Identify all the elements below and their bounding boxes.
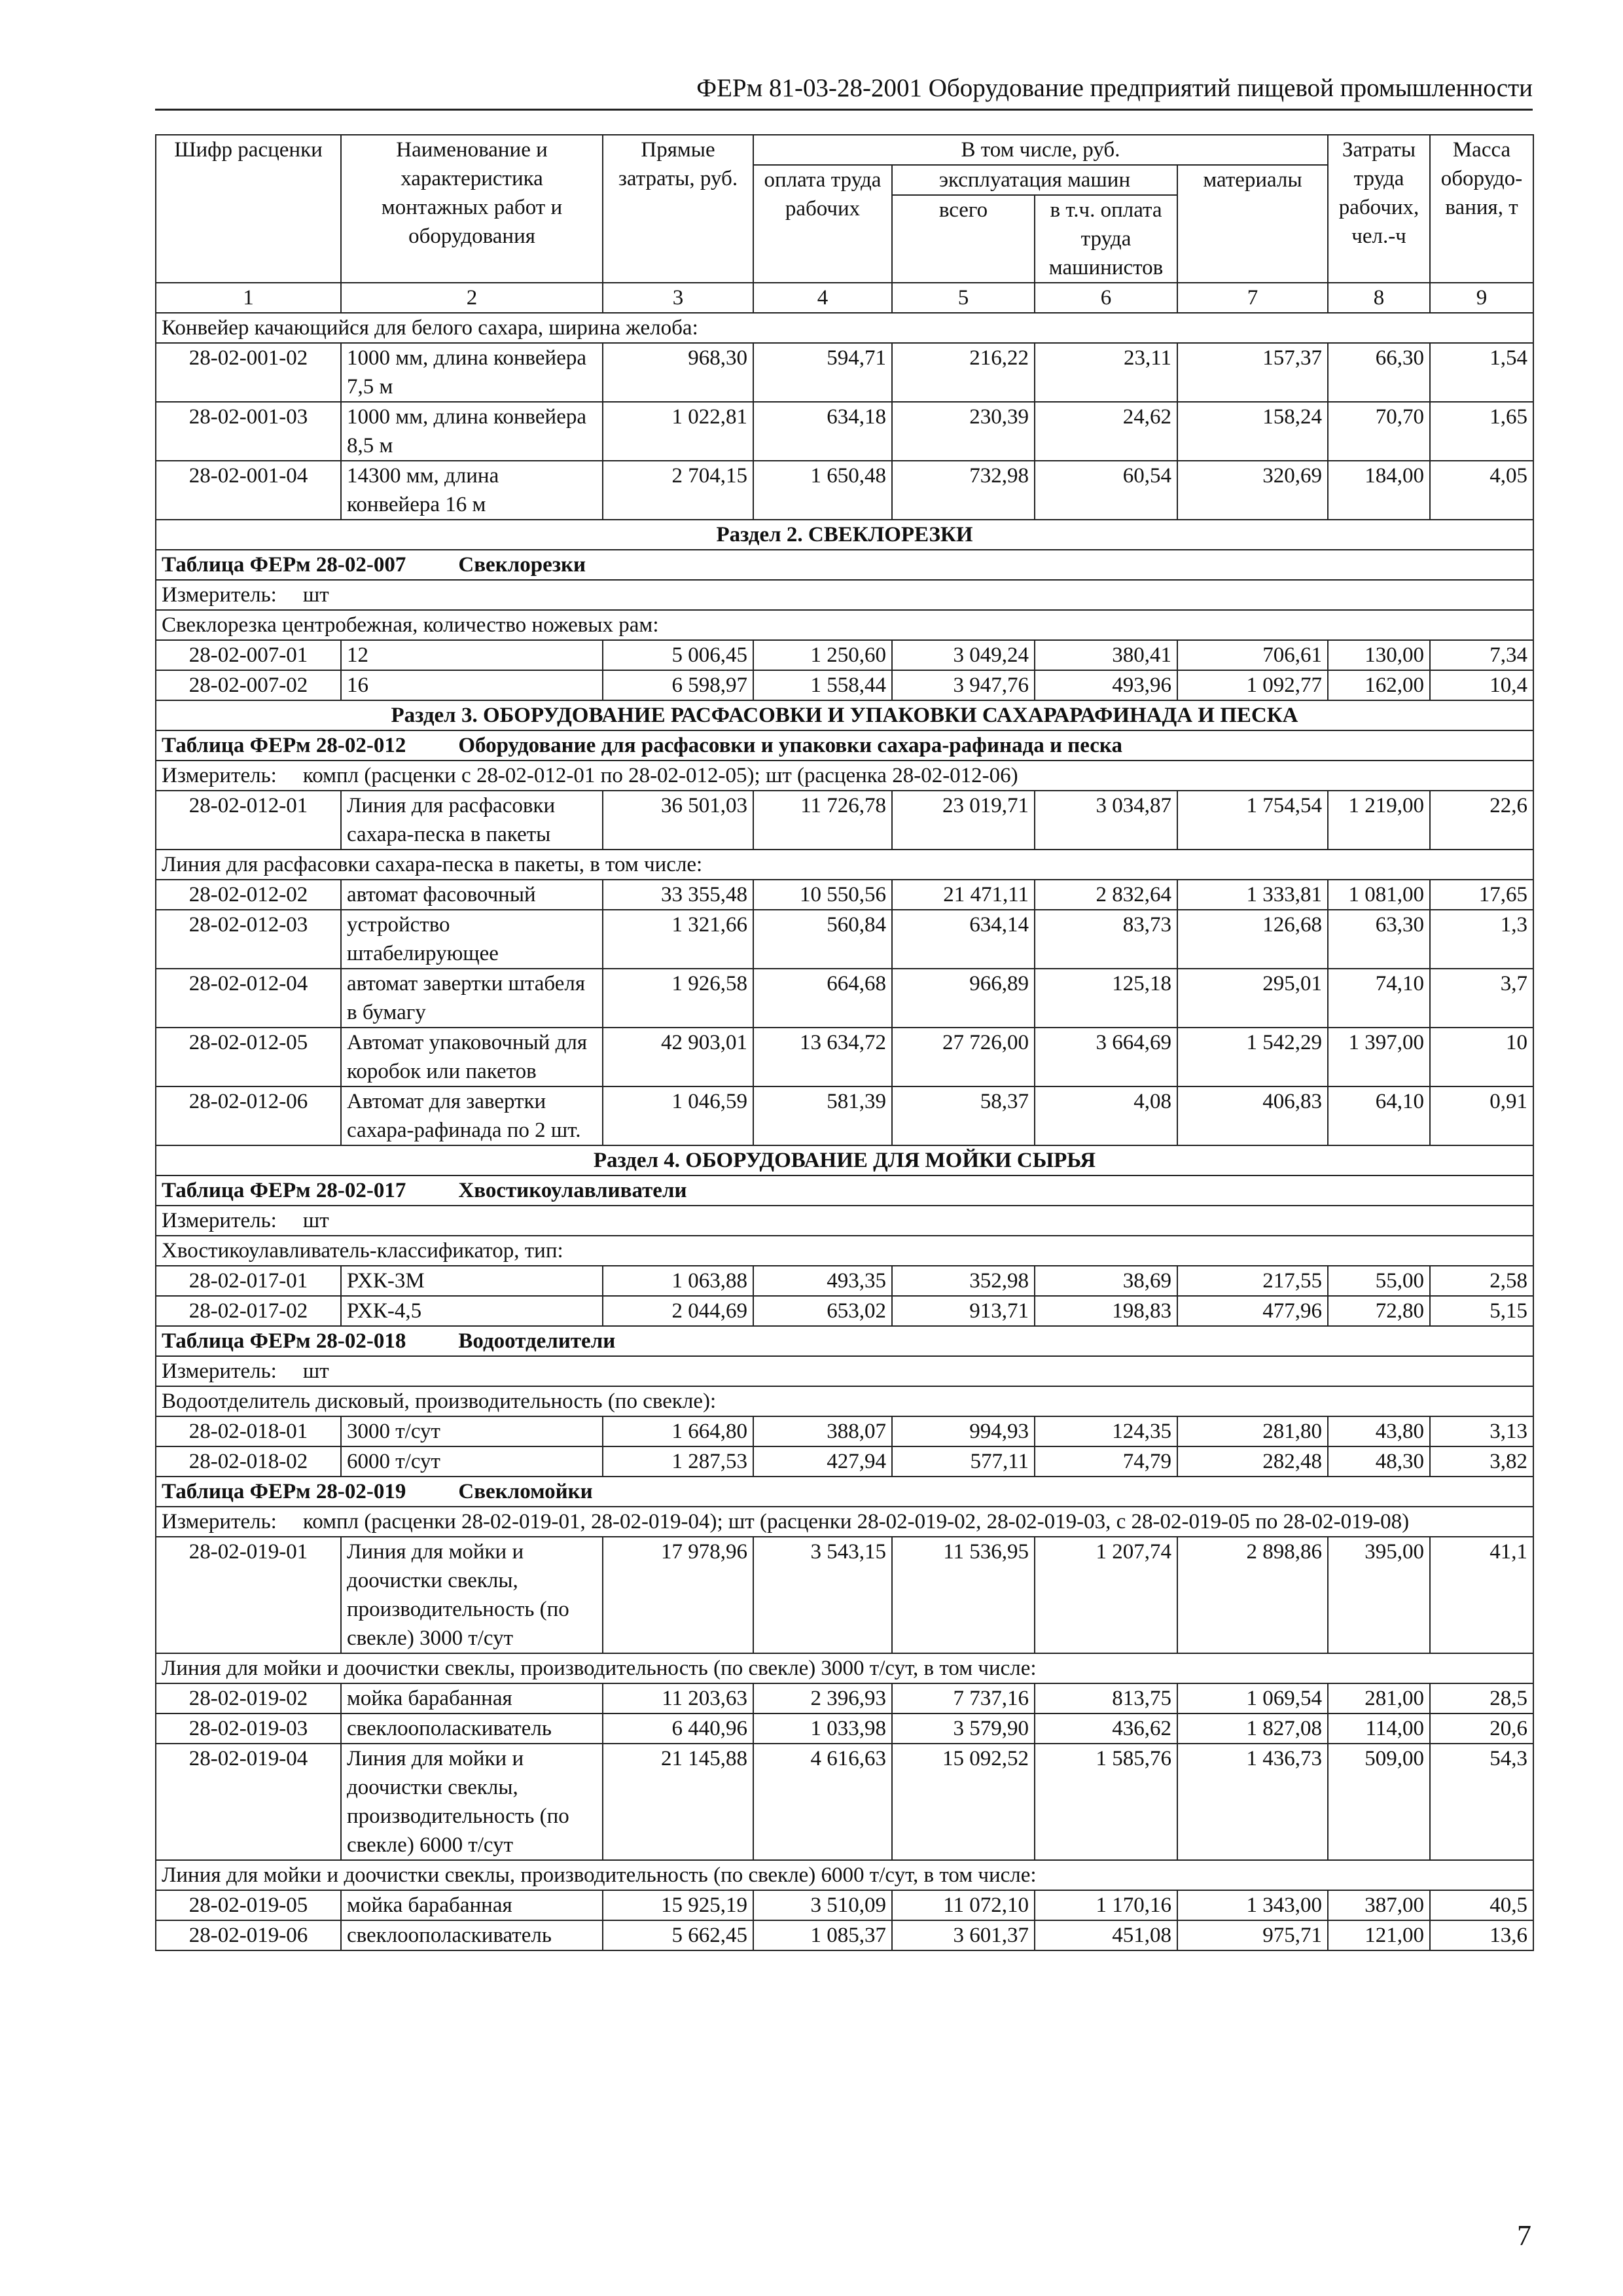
cell-machines-total: 23 019,71 <box>892 791 1035 850</box>
cell-name: свеклоополаскиватель <box>341 1713 603 1744</box>
cell-materials: 281,80 <box>1177 1416 1328 1446</box>
cell-materials: 706,61 <box>1177 640 1328 670</box>
cell-name: устройство штабелирующее <box>341 910 603 969</box>
table-row <box>156 1744 1533 1860</box>
cell-labor: 1 033,98 <box>753 1713 892 1744</box>
cell-labor: 1 085,37 <box>753 1920 892 1950</box>
table-row <box>156 910 1533 969</box>
measure-row <box>156 1507 1533 1537</box>
cell-name: Линия для мойки и доочистки свеклы, производительность (по свекле) 6000 т/сут <box>341 1744 603 1860</box>
cell-materials: 1 343,00 <box>1177 1890 1328 1920</box>
col-machines-header: эксплуатация машин <box>892 165 1177 195</box>
cell-machinists: 1 170,16 <box>1035 1890 1177 1920</box>
cell-machinists: 124,35 <box>1035 1416 1177 1446</box>
col-machines-total-header: всего <box>892 195 1035 283</box>
cell-labor: 664,68 <box>753 969 892 1028</box>
cell-labor: 3 543,15 <box>753 1537 892 1653</box>
cell-machinists: 2 832,64 <box>1035 880 1177 910</box>
header-title: ФЕРм 81-03-28-2001 Оборудование предприятий пищевой промышленности <box>696 74 1533 102</box>
cell-machines-total: 3 947,76 <box>892 670 1035 700</box>
cell-labor: 653,02 <box>753 1296 892 1326</box>
table-heading <box>156 1175 1533 1206</box>
cell-mass: 20,6 <box>1430 1713 1533 1744</box>
section-title: Раздел 3. ОБОРУДОВАНИЕ РАСФАСОВКИ И УПАКОВКИ САХАРАРАФИНАДА И ПЕСКА <box>156 700 1533 730</box>
cell-machinists: 4,08 <box>1035 1086 1177 1145</box>
table-row <box>156 1920 1533 1950</box>
cell-machines-total: 21 471,11 <box>892 880 1035 910</box>
cell-machinists: 23,11 <box>1035 343 1177 402</box>
table-row <box>156 402 1533 461</box>
cell-materials: 406,83 <box>1177 1086 1328 1145</box>
cell-materials: 1 333,81 <box>1177 880 1328 910</box>
cell-machines-total: 3 049,24 <box>892 640 1035 670</box>
cell-materials: 282,48 <box>1177 1446 1328 1477</box>
cell-materials: 126,68 <box>1177 910 1328 969</box>
cell-name: Линия для расфасовки сахара-песка в пакеты <box>341 791 603 850</box>
cell-direct: 21 145,88 <box>603 1744 753 1860</box>
cell-mass: 10,4 <box>1430 670 1533 700</box>
table-title-row <box>156 1175 1533 1206</box>
measure-row <box>156 1206 1533 1236</box>
cell-hours: 184,00 <box>1328 461 1430 520</box>
cell-hours: 74,10 <box>1328 969 1430 1028</box>
table-code: Таблица ФЕРм 28-02-012 <box>162 734 406 757</box>
table-row <box>156 1296 1533 1326</box>
cell-materials: 295,01 <box>1177 969 1328 1028</box>
cell-name: автомат завертки штабеля в бумагу <box>341 969 603 1028</box>
cell-materials: 477,96 <box>1177 1296 1328 1326</box>
cell-direct: 17 978,96 <box>603 1537 753 1653</box>
col-code-header: Шифр расценки <box>156 135 341 283</box>
cell-direct: 6 440,96 <box>603 1713 753 1744</box>
cell-hours: 55,00 <box>1328 1266 1430 1296</box>
section-title: Раздел 2. СВЕКЛОРЕЗКИ <box>156 520 1533 550</box>
table-title-row <box>156 1326 1533 1356</box>
group-row <box>156 313 1533 343</box>
measure-row <box>156 761 1533 791</box>
measure-label: Измеритель: <box>162 1359 277 1383</box>
cell-machinists: 436,62 <box>1035 1713 1177 1744</box>
cell-direct: 42 903,01 <box>603 1028 753 1086</box>
cell-machinists: 380,41 <box>1035 640 1177 670</box>
table-heading <box>156 730 1533 761</box>
cell-code: 28-02-018-02 <box>156 1446 341 1477</box>
cell-name: 1000 мм, длина конвейера 8,5 м <box>341 402 603 461</box>
cell-labor: 13 634,72 <box>753 1028 892 1086</box>
cell-name: Автомат упаковочный для коробок или пакетов <box>341 1028 603 1086</box>
cell-machinists: 3 664,69 <box>1035 1028 1177 1086</box>
table-code: Таблица ФЕРм 28-02-019 <box>162 1480 406 1503</box>
cell-labor: 3 510,09 <box>753 1890 892 1920</box>
group-caption: Линия для мойки и доочистки свеклы, производительность (по свекле) 3000 т/сут, в том числе: <box>156 1653 1533 1683</box>
col-number: 8 <box>1328 283 1430 313</box>
cell-machines-total: 11 536,95 <box>892 1537 1035 1653</box>
col-labor-header: оплата труда рабочих <box>753 165 892 283</box>
cell-mass: 17,65 <box>1430 880 1533 910</box>
cell-code: 28-02-012-06 <box>156 1086 341 1145</box>
table-row <box>156 640 1533 670</box>
cell-hours: 121,00 <box>1328 1920 1430 1950</box>
cell-hours: 281,00 <box>1328 1683 1430 1713</box>
cell-hours: 1 081,00 <box>1328 880 1430 910</box>
cell-materials: 1 436,73 <box>1177 1744 1328 1860</box>
cell-labor: 634,18 <box>753 402 892 461</box>
cell-name: Автомат для завертки сахара-рафинада по 2 шт. <box>341 1086 603 1145</box>
cell-direct: 2 704,15 <box>603 461 753 520</box>
cell-code: 28-02-017-02 <box>156 1296 341 1326</box>
group-caption: Свеклорезка центробежная, количество ножевых рам: <box>156 610 1533 640</box>
cell-name: 12 <box>341 640 603 670</box>
table-title: Свекломойки <box>458 1480 593 1503</box>
measure-row <box>156 580 1533 610</box>
cell-machines-total: 994,93 <box>892 1416 1035 1446</box>
measure-cell <box>156 1206 1533 1236</box>
cell-labor: 594,71 <box>753 343 892 402</box>
cell-name: свеклоополаскиватель <box>341 1920 603 1950</box>
cell-hours: 130,00 <box>1328 640 1430 670</box>
cell-mass: 3,13 <box>1430 1416 1533 1446</box>
cell-labor: 1 558,44 <box>753 670 892 700</box>
cell-name: 3000 т/сут <box>341 1416 603 1446</box>
cell-mass: 1,65 <box>1430 402 1533 461</box>
measure-value: шт <box>302 1359 329 1383</box>
cell-machines-total: 352,98 <box>892 1266 1035 1296</box>
cell-hours: 70,70 <box>1328 402 1430 461</box>
cell-direct: 1 321,66 <box>603 910 753 969</box>
cell-labor: 10 550,56 <box>753 880 892 910</box>
measure-label: Измеритель: <box>162 1510 277 1534</box>
page-number: 7 <box>1517 2219 1531 2251</box>
cell-materials: 1 754,54 <box>1177 791 1328 850</box>
cell-direct: 1 287,53 <box>603 1446 753 1477</box>
group-caption: Водоотделитель дисковый, производительность (по свекле): <box>156 1386 1533 1416</box>
cell-materials: 1 092,77 <box>1177 670 1328 700</box>
cell-machines-total: 966,89 <box>892 969 1035 1028</box>
col-mass-header: Масса оборудо-вания, т <box>1430 135 1533 283</box>
col-hours-header: Затраты труда рабочих, чел.-ч <box>1328 135 1430 283</box>
group-row <box>156 1236 1533 1266</box>
cell-labor: 4 616,63 <box>753 1744 892 1860</box>
cell-machinists: 83,73 <box>1035 910 1177 969</box>
table-title: Свеклорезки <box>458 553 586 577</box>
cell-machines-total: 577,11 <box>892 1446 1035 1477</box>
cell-name: мойка барабанная <box>341 1890 603 1920</box>
cell-hours: 64,10 <box>1328 1086 1430 1145</box>
cell-materials: 217,55 <box>1177 1266 1328 1296</box>
group-caption: Линия для расфасовки сахара-песка в пакеты, в том числе: <box>156 850 1533 880</box>
cell-labor: 427,94 <box>753 1446 892 1477</box>
table-row <box>156 1086 1533 1145</box>
col-number: 5 <box>892 283 1035 313</box>
section-row <box>156 700 1533 730</box>
cell-direct: 968,30 <box>603 343 753 402</box>
table-title-row <box>156 550 1533 580</box>
cell-machines-total: 913,71 <box>892 1296 1035 1326</box>
cell-machinists: 125,18 <box>1035 969 1177 1028</box>
col-number: 2 <box>341 283 603 313</box>
cell-direct: 33 355,48 <box>603 880 753 910</box>
cell-direct: 5 006,45 <box>603 640 753 670</box>
cell-direct: 15 925,19 <box>603 1890 753 1920</box>
table-title: Водоотделители <box>458 1329 616 1353</box>
cell-machinists: 3 034,87 <box>1035 791 1177 850</box>
section-row <box>156 1145 1533 1175</box>
cell-labor: 560,84 <box>753 910 892 969</box>
cell-direct: 1 926,58 <box>603 969 753 1028</box>
group-row <box>156 1860 1533 1890</box>
cell-machinists: 451,08 <box>1035 1920 1177 1950</box>
cell-name: 6000 т/сут <box>341 1446 603 1477</box>
measure-value: шт <box>302 583 329 607</box>
cell-machines-total: 11 072,10 <box>892 1890 1035 1920</box>
table-row <box>156 461 1533 520</box>
col-number: 9 <box>1430 283 1533 313</box>
cell-code: 28-02-001-02 <box>156 343 341 402</box>
cell-code: 28-02-007-01 <box>156 640 341 670</box>
cell-machinists: 24,62 <box>1035 402 1177 461</box>
measure-cell <box>156 761 1533 791</box>
table-heading <box>156 1477 1533 1507</box>
cell-machinists: 1 585,76 <box>1035 1744 1177 1860</box>
measure-label: Измеритель: <box>162 1209 277 1232</box>
col-number: 7 <box>1177 283 1328 313</box>
cell-materials: 1 069,54 <box>1177 1683 1328 1713</box>
measure-label: Измеритель: <box>162 583 277 607</box>
cell-direct: 1 046,59 <box>603 1086 753 1145</box>
cell-materials: 1 542,29 <box>1177 1028 1328 1086</box>
cell-name: мойка барабанная <box>341 1683 603 1713</box>
cell-labor: 11 726,78 <box>753 791 892 850</box>
cell-machines-total: 216,22 <box>892 343 1035 402</box>
group-caption: Линия для мойки и доочистки свеклы, производительность (по свекле) 6000 т/сут, в том числе: <box>156 1860 1533 1890</box>
cell-labor: 581,39 <box>753 1086 892 1145</box>
group-caption: Конвейер качающийся для белого сахара, ширина желоба: <box>156 313 1533 343</box>
cell-mass: 10 <box>1430 1028 1533 1086</box>
table-row <box>156 791 1533 850</box>
cell-mass: 4,05 <box>1430 461 1533 520</box>
cell-machines-total: 7 737,16 <box>892 1683 1035 1713</box>
cell-name: РХК-3М <box>341 1266 603 1296</box>
cell-mass: 41,1 <box>1430 1537 1533 1653</box>
column-number-row <box>156 283 1533 313</box>
cell-direct: 1 063,88 <box>603 1266 753 1296</box>
col-name-header: Наименование и характеристика монтажных работ и оборудования <box>341 135 603 283</box>
cell-machinists: 198,83 <box>1035 1296 1177 1326</box>
cell-machinists: 493,96 <box>1035 670 1177 700</box>
header-row-1 <box>156 135 1533 165</box>
measure-value: шт <box>302 1209 329 1232</box>
cell-labor: 2 396,93 <box>753 1683 892 1713</box>
cell-mass: 3,7 <box>1430 969 1533 1028</box>
cell-code: 28-02-012-05 <box>156 1028 341 1086</box>
cell-machines-total: 27 726,00 <box>892 1028 1035 1086</box>
cell-labor: 388,07 <box>753 1416 892 1446</box>
col-incl-header: В том числе, руб. <box>753 135 1328 165</box>
cell-code: 28-02-019-01 <box>156 1537 341 1653</box>
cell-direct: 2 044,69 <box>603 1296 753 1326</box>
cell-code: 28-02-007-02 <box>156 670 341 700</box>
cell-direct: 6 598,97 <box>603 670 753 700</box>
cell-code: 28-02-019-04 <box>156 1744 341 1860</box>
cell-materials: 2 898,86 <box>1177 1537 1328 1653</box>
cell-labor: 1 650,48 <box>753 461 892 520</box>
cell-mass: 1,54 <box>1430 343 1533 402</box>
table-row <box>156 880 1533 910</box>
table-title: Оборудование для расфасовки и упаковки сахара-рафинада и песка <box>458 734 1122 757</box>
col-direct-header: Прямые затраты, руб. <box>603 135 753 283</box>
cell-hours: 43,80 <box>1328 1416 1430 1446</box>
group-row <box>156 1386 1533 1416</box>
measure-cell <box>156 1356 1533 1386</box>
rates-table <box>155 134 1534 1951</box>
table-heading <box>156 550 1533 580</box>
cell-machines-total: 3 601,37 <box>892 1920 1035 1950</box>
table-row <box>156 1713 1533 1744</box>
cell-code: 28-02-012-04 <box>156 969 341 1028</box>
cell-hours: 1 397,00 <box>1328 1028 1430 1086</box>
cell-direct: 5 662,45 <box>603 1920 753 1950</box>
table-row <box>156 670 1533 700</box>
cell-mass: 40,5 <box>1430 1890 1533 1920</box>
table-title-row <box>156 1477 1533 1507</box>
cell-direct: 1 664,80 <box>603 1416 753 1446</box>
table-row <box>156 969 1533 1028</box>
cell-hours: 72,80 <box>1328 1296 1430 1326</box>
cell-mass: 13,6 <box>1430 1920 1533 1950</box>
cell-code: 28-02-012-01 <box>156 791 341 850</box>
measure-value: компл (расценки 28-02-019-01, 28-02-019-04); шт (расценки 28-02-019-02, 28-02-019-03, с 28-02-019-05 по 28-02-019-08) <box>302 1510 1410 1534</box>
cell-machines-total: 230,39 <box>892 402 1035 461</box>
cell-machines-total: 3 579,90 <box>892 1713 1035 1744</box>
cell-materials: 157,37 <box>1177 343 1328 402</box>
col-number: 6 <box>1035 283 1177 313</box>
cell-materials: 320,69 <box>1177 461 1328 520</box>
col-machinists-header: в т.ч. оплата труда машинистов <box>1035 195 1177 283</box>
cell-mass: 3,82 <box>1430 1446 1533 1477</box>
group-row <box>156 850 1533 880</box>
table-row <box>156 1416 1533 1446</box>
cell-code: 28-02-012-03 <box>156 910 341 969</box>
cell-materials: 158,24 <box>1177 402 1328 461</box>
measure-value: компл (расценки с 28-02-012-01 по 28-02-012-05); шт (расценка 28-02-012-06) <box>302 764 1018 787</box>
cell-mass: 7,34 <box>1430 640 1533 670</box>
cell-direct: 36 501,03 <box>603 791 753 850</box>
table-row <box>156 1266 1533 1296</box>
table-row <box>156 1683 1533 1713</box>
cell-name: автомат фасовочный <box>341 880 603 910</box>
table-code: Таблица ФЕРм 28-02-018 <box>162 1329 406 1353</box>
cell-code: 28-02-001-03 <box>156 402 341 461</box>
cell-machinists: 74,79 <box>1035 1446 1177 1477</box>
cell-hours: 387,00 <box>1328 1890 1430 1920</box>
col-number: 4 <box>753 283 892 313</box>
group-row <box>156 1653 1533 1683</box>
table-title: Хвостикоулавливатели <box>458 1179 687 1202</box>
table-row <box>156 1537 1533 1653</box>
table-title-row <box>156 730 1533 761</box>
cell-code: 28-02-019-02 <box>156 1683 341 1713</box>
cell-hours: 162,00 <box>1328 670 1430 700</box>
table-row <box>156 343 1533 402</box>
cell-machinists: 38,69 <box>1035 1266 1177 1296</box>
cell-machinists: 1 207,74 <box>1035 1537 1177 1653</box>
cell-mass: 2,58 <box>1430 1266 1533 1296</box>
cell-name: РХК-4,5 <box>341 1296 603 1326</box>
table-heading <box>156 1326 1533 1356</box>
cell-code: 28-02-012-02 <box>156 880 341 910</box>
cell-code: 28-02-019-06 <box>156 1920 341 1950</box>
cell-code: 28-02-019-03 <box>156 1713 341 1744</box>
cell-name: 1000 мм, длина конвейера 7,5 м <box>341 343 603 402</box>
cell-hours: 1 219,00 <box>1328 791 1430 850</box>
cell-mass: 1,3 <box>1430 910 1533 969</box>
col-materials-header: материалы <box>1177 165 1328 283</box>
cell-name: Линия для мойки и доочистки свеклы, производительность (по свекле) 3000 т/сут <box>341 1537 603 1653</box>
cell-mass: 28,5 <box>1430 1683 1533 1713</box>
cell-labor: 493,35 <box>753 1266 892 1296</box>
col-number: 3 <box>603 283 753 313</box>
group-caption: Хвостикоулавливатель-классификатор, тип: <box>156 1236 1533 1266</box>
measure-cell <box>156 1507 1533 1537</box>
cell-materials: 1 827,08 <box>1177 1713 1328 1744</box>
measure-label: Измеритель: <box>162 764 277 787</box>
section-row <box>156 520 1533 550</box>
table-code: Таблица ФЕРм 28-02-017 <box>162 1179 406 1202</box>
table-row <box>156 1028 1533 1086</box>
table-row <box>156 1446 1533 1477</box>
cell-machines-total: 732,98 <box>892 461 1035 520</box>
cell-name: 16 <box>341 670 603 700</box>
cell-mass: 5,15 <box>1430 1296 1533 1326</box>
cell-hours: 48,30 <box>1328 1446 1430 1477</box>
cell-hours: 114,00 <box>1328 1713 1430 1744</box>
cell-labor: 1 250,60 <box>753 640 892 670</box>
measure-cell <box>156 580 1533 610</box>
cell-machines-total: 58,37 <box>892 1086 1035 1145</box>
cell-mass: 54,3 <box>1430 1744 1533 1860</box>
cell-code: 28-02-001-04 <box>156 461 341 520</box>
cell-hours: 63,30 <box>1328 910 1430 969</box>
cell-machines-total: 634,14 <box>892 910 1035 969</box>
cell-hours: 509,00 <box>1328 1744 1430 1860</box>
cell-hours: 395,00 <box>1328 1537 1430 1653</box>
cell-name: 14300 мм, длина конвейера 16 м <box>341 461 603 520</box>
cell-materials: 975,71 <box>1177 1920 1328 1950</box>
page-header <box>155 71 1533 111</box>
cell-machinists: 60,54 <box>1035 461 1177 520</box>
cell-machinists: 813,75 <box>1035 1683 1177 1713</box>
cell-code: 28-02-018-01 <box>156 1416 341 1446</box>
cell-machines-total: 15 092,52 <box>892 1744 1035 1860</box>
measure-row <box>156 1356 1533 1386</box>
col-number: 1 <box>156 283 341 313</box>
section-title: Раздел 4. ОБОРУДОВАНИЕ ДЛЯ МОЙКИ СЫРЬЯ <box>156 1145 1533 1175</box>
cell-mass: 0,91 <box>1430 1086 1533 1145</box>
group-row <box>156 610 1533 640</box>
cell-mass: 22,6 <box>1430 791 1533 850</box>
cell-code: 28-02-017-01 <box>156 1266 341 1296</box>
table-row <box>156 1890 1533 1920</box>
cell-direct: 1 022,81 <box>603 402 753 461</box>
table-code: Таблица ФЕРм 28-02-007 <box>162 553 406 577</box>
cell-hours: 66,30 <box>1328 343 1430 402</box>
cell-code: 28-02-019-05 <box>156 1890 341 1920</box>
cell-direct: 11 203,63 <box>603 1683 753 1713</box>
